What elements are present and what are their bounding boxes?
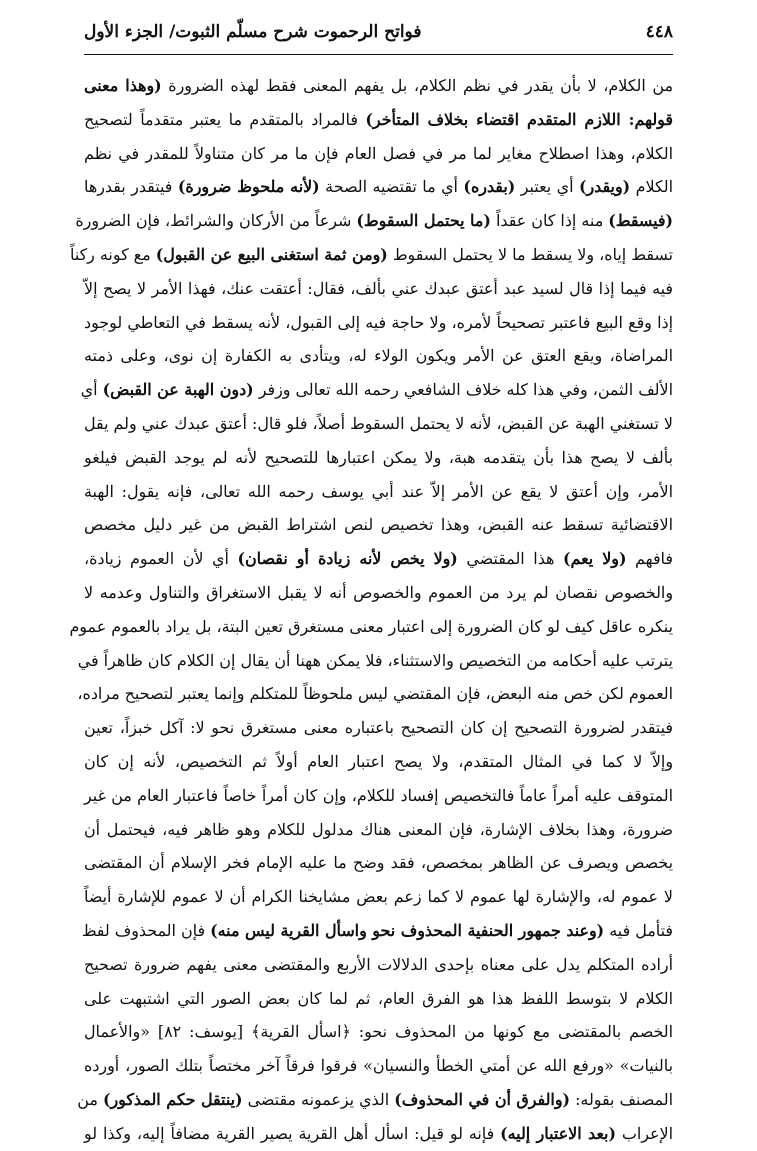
text-line bbox=[84, 576, 673, 610]
text-line bbox=[69, 238, 673, 272]
text-line bbox=[84, 880, 673, 914]
text-line bbox=[84, 745, 673, 779]
text-segment: فإن المحذوف لفظ bbox=[81, 920, 211, 940]
bold-segment: (دون الهبة عن القبض) bbox=[102, 380, 254, 400]
text-line bbox=[84, 69, 673, 103]
text-line bbox=[84, 948, 673, 982]
text-line bbox=[84, 542, 673, 576]
text-segment: أي ما تقتضيه الصحة bbox=[319, 177, 464, 197]
text-line bbox=[77, 644, 673, 678]
text-segment: الأمر، وإن أعتق لا يقع عن الأمر إلاّ عند أبي يوسف رحمه الله تعالى، فإنه يقول: الهبة bbox=[84, 481, 673, 501]
text-line bbox=[84, 711, 673, 745]
text-line bbox=[84, 779, 673, 813]
text-line bbox=[69, 610, 673, 644]
text-line bbox=[84, 441, 673, 475]
bold-segment: (ولا يخص لأنه زيادة أو نقصان) bbox=[237, 549, 458, 569]
bold-segment: (ومن ثمة استغنى البيع عن القبول) bbox=[155, 244, 388, 264]
text-segment: من الكلام، لا بأن يقدر في نظم الكلام، بل يفهم المعنى فقط لهذه الضرورة bbox=[161, 76, 673, 95]
text-segment: تسقط إياه، ولا يسقط ما لا يحتمل السقوط bbox=[387, 244, 673, 264]
text-line bbox=[84, 508, 673, 542]
text-segment: إذا وقع البيع فاعتبر تصحيحاً لأمره، ولا حاجة فيه إلى القبول، لأنه يسقط في التعاطي لوجود bbox=[84, 312, 673, 332]
bold-segment: (ويقدر) bbox=[578, 177, 631, 197]
text-segment: الكلام لا بتوسط اللفظ هذا هو الفرق العام، ثم لما كان بعض الصور التي اشتبهت على bbox=[84, 988, 673, 1008]
text-segment: والخصوص نقصان لم يرد من العموم والخصوص أنه لا يقبل الاستغراق والتناول وعدمه لا bbox=[84, 582, 673, 602]
bold-segment: (والفرق أن في المحذوف) bbox=[394, 1089, 571, 1109]
text-line bbox=[84, 306, 673, 340]
running-title: فواتح الرحموت شرح مسلّم الثبوت/ الجزء الأول bbox=[84, 22, 422, 42]
text-segment: المراضاة، ويقع العتق عن الأمر ويكون الولاء له، ويتأدى به الكفارة إن نوى، وعلى ذمته bbox=[84, 346, 673, 366]
bold-segment: (وعند جمهور الحنفية المحذوف نحو واسأل القرية ليس منه) bbox=[210, 920, 605, 940]
text-segment: فإنه لو قيل: اسأل أهل القرية يصير القرية مضافاً إليه، وكذا لو bbox=[84, 1123, 501, 1143]
text-segment: الألف الثمن، وفي هذا كله خلاف الشافعي رحمه الله تعالى وزفر bbox=[253, 380, 673, 400]
bold-segment: (ينتقل حكم المذكور) bbox=[102, 1089, 243, 1109]
text-segment: لا عموم له، والإشارة لها عموم لا كما زعم بعض مشايخنا الكرام أن لا عموم للإشارة أيضاً bbox=[84, 887, 673, 907]
text-line bbox=[77, 1083, 673, 1117]
text-line bbox=[84, 339, 673, 373]
text-segment: من bbox=[77, 1089, 103, 1109]
text-line bbox=[84, 272, 673, 306]
text-segment: العموم لكن خص منه البعض، فإن المقتضي ليس ملحوظاً للمتكلم وإنما يعتبر لتصحيح مراده، bbox=[77, 684, 673, 704]
text-segment: ضرورة، وهذا بخلاف الإشارة، فإن المعنى هناك مدلول للكلام وهو ظاهر فيه، فيحتمل أن bbox=[84, 819, 673, 839]
text-segment: يخصص ويصرف عن الظاهر بمخصص، فقد وضح ما عليه الإمام فخر الإسلام أن المقتضى bbox=[84, 853, 673, 873]
text-segment: شرعاً من الأركان والشرائط، فإن الضرورة bbox=[75, 211, 357, 231]
text-segment: لا تستغني الهبة عن القبض، لأنه لا يحتمل السقوط أصلاً، فلو قال: أعتق عبدك عني ولم يقل bbox=[84, 413, 673, 433]
text-line bbox=[84, 475, 673, 509]
text-segment: فالمراد بالمتقدم ما يعتبر متقدماً لتصحيح bbox=[84, 109, 366, 129]
text-segment: فتأمل فيه bbox=[604, 920, 673, 940]
text-line bbox=[80, 373, 673, 407]
text-segment: أي bbox=[80, 380, 103, 400]
text-segment: الكلام، وهذا اصطلاح مغاير لما مر في فصل العام فإن ما مر كان متناولاً للمقدر في نظم bbox=[84, 143, 673, 163]
text-line bbox=[81, 914, 673, 948]
text-line bbox=[77, 677, 673, 711]
text-line bbox=[84, 813, 673, 847]
text-segment: فيتقدر لضرورة التصحيح إن كان التصحيح باعتباره معنى مستغرق نحو لا: آكل خبزاً، تعين bbox=[84, 718, 673, 738]
text-segment: أي يعتبر bbox=[515, 177, 579, 197]
bold-segment: (ولا يعم) bbox=[562, 549, 627, 569]
bold-segment: (لأنه ملحوظ ضرورة) bbox=[177, 177, 320, 197]
text-segment: هذا المقتضي bbox=[457, 549, 563, 569]
body-text bbox=[69, 69, 673, 1151]
bold-segment: قولهم: اللازم المتقدم اقتضاء بخلاف المتأخر) bbox=[365, 109, 673, 129]
text-segment: فيتقدر بقدرها bbox=[84, 177, 178, 197]
text-line bbox=[84, 170, 673, 204]
page-header bbox=[84, 22, 673, 50]
text-segment: الذي يزعمونه مقتضى bbox=[242, 1089, 395, 1109]
text-segment: مع كونه ركناً bbox=[69, 244, 156, 264]
text-line bbox=[75, 204, 673, 238]
text-line bbox=[84, 1049, 673, 1083]
text-line bbox=[84, 103, 673, 137]
text-line bbox=[84, 846, 673, 880]
text-segment: فافهم bbox=[626, 549, 673, 569]
bold-segment: (فيسقط) bbox=[608, 211, 673, 231]
text-segment: بالنيات» «ورفع الله عن أمتي الخطأ والنسيان» فرقوا فرقاً آخر مختصاً بتلك الصور، أورده bbox=[84, 1056, 673, 1076]
text-segment: أي لأن العموم زيادة، bbox=[84, 549, 238, 569]
text-segment: منه إذا كان عقداً bbox=[490, 211, 609, 231]
text-line bbox=[84, 1015, 673, 1049]
text-segment: فيه فيما إذا قال لسيد عبد أعتق عبدك عني بألف، فقال: أعتقت عنك، فهذا الأمر لا يصح إلاّ bbox=[84, 278, 673, 298]
text-line bbox=[84, 982, 673, 1016]
text-segment: ينكره عاقل كيف لو كان الضرورة إلى اعتبار معنى مستغرق تعين البتة، بل يراد بالعموم عموم bbox=[69, 616, 673, 636]
bold-segment: (بقدره) bbox=[463, 177, 516, 197]
text-segment: الخصم بالمقتضى مع كونها من المحذوف نحو: ﴿اسأل القرية﴾ [يوسف: ٨٢] «والأعمال bbox=[84, 1022, 673, 1042]
text-segment: وإلاّ لا كما في المثال المتقدم، ولا يصح اعتبار العام أولاً ثم التخصيص، لأنه إن كان bbox=[84, 751, 673, 771]
text-line bbox=[84, 137, 673, 171]
text-line bbox=[84, 1117, 673, 1151]
header-rule bbox=[84, 54, 673, 55]
page-number: ٤٤٨ bbox=[645, 22, 673, 42]
text-segment: الكلام bbox=[630, 177, 673, 197]
text-segment: يترتب عليه أحكامه من التخصيص والاستثناء، فلا يمكن ههنا أن يقال إن الكلام كان ظاهراً في bbox=[77, 650, 673, 670]
text-segment: الاقتضائية تسقط عنه القبض، وهذا تخصيص لنص اشتراط القبض من غير دليل مخصص bbox=[84, 515, 673, 535]
text-line bbox=[84, 407, 673, 441]
bold-segment: (ما يحتمل السقوط) bbox=[356, 211, 491, 231]
text-segment: أراده المتكلم يدل على معناه بإحدى الدلالات الأربع والمقتضى معنى يفهم ضرورة تصحيح bbox=[84, 954, 673, 974]
bold-segment: (وهذا معنى bbox=[84, 76, 162, 95]
text-segment: المصنف بقوله: bbox=[570, 1089, 673, 1109]
text-segment: المتوقف عليه أمراً عاماً فالتخصيص إفساد للكلام، وإن كان أمراً خاصاً فاعتبار العام من غير bbox=[84, 785, 673, 805]
text-segment: الإعراب bbox=[615, 1123, 673, 1143]
text-segment: بألف لا يصح هذا بأن يتقدمه هبة، ولا يمكن اعتبارها للتصحيح لأنه لم يوجد القبض فيلغو bbox=[84, 447, 673, 467]
bold-segment: (بعد الاعتبار إليه) bbox=[500, 1123, 616, 1143]
